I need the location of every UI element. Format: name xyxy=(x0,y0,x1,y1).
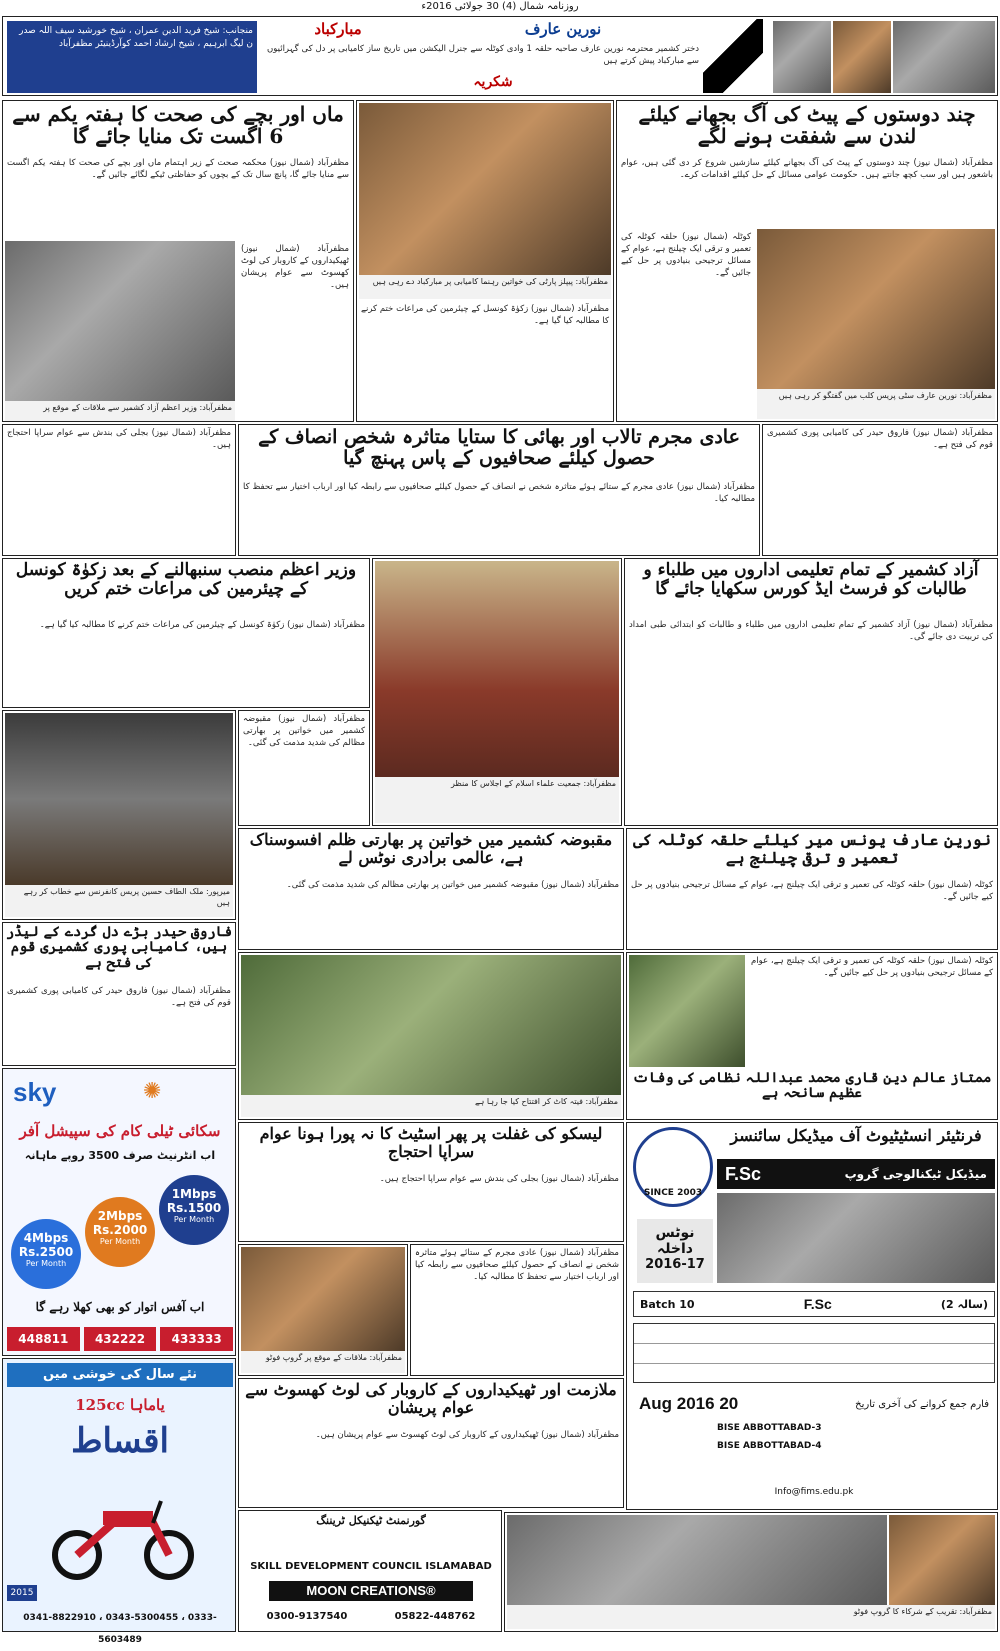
fims-batch: Batch 10 xyxy=(640,1297,695,1311)
black-ribbon xyxy=(703,19,763,93)
sky-logo: sky xyxy=(13,1077,57,1107)
story-2-side: مظفرآباد (شمال نیوز) ٹھیکیداروں کے کاروبار کی لوٹ کھسوٹ سے عوام پریشان ہیں۔ xyxy=(241,244,349,290)
headline-10: ملازمت اور ٹھیکیداروں کے کاروبار کی لوٹ کھسوٹ سے عوام پریشان xyxy=(245,1380,617,1417)
headline-4: آزاد کشمیر کے تمام تعلیمی اداروں میں طلباء و طالبات کو فرسٹ ایڈ کورس سکھایا جائے گا xyxy=(643,560,979,599)
side-story-9 xyxy=(410,1244,624,1376)
plan-period: Per Month xyxy=(173,1215,215,1224)
story-1-side: کوٹلہ (شمال نیوز) حلقہ کوٹلہ کی تعمیر و ترقی ایک چیلنج ہے، عوام کے مسائل ترجیحی بنیادوں پر حل کیے جائیں گے۔ xyxy=(621,232,751,278)
bike-top: نئے سال کی خوشی میں xyxy=(7,1363,233,1387)
bottom-photo-2 xyxy=(889,1515,995,1605)
congrats-name: نورین عارف xyxy=(524,20,602,38)
fims-graduates-photo xyxy=(717,1193,995,1283)
story-2-body: مظفرآباد (شمال نیوز) محکمہ صحت کے زیر اہتمام ماں اور بچے کی صحت کا ہفتہ یکم اگست سے منایا جائے گا، پانچ سال تک کے بچوں کو حفاظتی ٹیکے لگائے جائیں گے۔ xyxy=(7,158,349,180)
plan-price: Rs.1500 xyxy=(166,1201,222,1215)
side-story-9-body: مظفرآباد (شمال نیوز) عادی مجرم کے ستائے ہوئے متاثرہ شخص نے انصاف کے حصول کیلئے صحافیوں سے رابطہ کیا اور ارباب اختیار سے تحفظ کا مطالبہ کیا۔ xyxy=(415,1248,619,1282)
bottom-photo-1 xyxy=(507,1515,887,1605)
headline-9: لیسکو کی غفلت پر پھر اسٹیٹ کا نہ پورا ہونا عوام سراپا احتجاج xyxy=(259,1124,603,1161)
bike-model: یاماہا 125cc xyxy=(75,1396,165,1414)
story-11-photo xyxy=(629,955,745,1067)
fims-website: Info@fims.edu.pk xyxy=(774,1487,854,1497)
fims-admission-ad xyxy=(626,1122,998,1510)
meeting-caption: مظفرآباد: جمعیت علماء اسلام کے اجلاس کا منظر xyxy=(375,777,619,823)
headline-1: چند دوستوں کے پیٹ کی آگ بجھانے کیلئے لندن سے شفقت ہونے لگے xyxy=(638,102,976,148)
press-photo xyxy=(5,713,233,885)
sky-phone-2: 432222 xyxy=(84,1327,157,1351)
story-7 xyxy=(626,828,998,950)
story-11 xyxy=(626,952,998,1120)
story-3-body: مظفرآباد (شمال نیوز) عادی مجرم کے ستائے ہوئے متاثرہ شخص نے انصاف کے حصول کیلئے صحافیوں سے رابطہ کیا اور ارباب اختیار سے تحفظ کا مطالبہ کیا۔ xyxy=(243,482,755,504)
bike-installment-ad xyxy=(2,1358,236,1645)
fims-batch-row xyxy=(633,1291,995,1317)
fims-notice: نوٹس داخلہ xyxy=(655,1225,695,1257)
side-right-row2-body: مظفرآباد (شمال نیوز) فاروق حیدر کی کامیابی پوری کشمیری قوم کی فتح ہے۔ xyxy=(767,428,993,450)
fims-group-bar xyxy=(717,1159,995,1189)
side-right-row2 xyxy=(762,424,998,556)
fims-deadline-row xyxy=(633,1389,995,1419)
story-1 xyxy=(616,100,998,422)
fims-fsc: F.Sc xyxy=(725,1163,762,1184)
center-body: مظفرآباد (شمال نیوز) زکوٰۃ کونسل کے چیئرمین کی مراعات ختم کرنے کا مطالبہ کیا گیا ہے۔ xyxy=(361,304,609,326)
sponsor-box: منجانب: شیخ فرید الدین عمران ، شیخ خورشید سیف اللہ صدر ن لیگ ابرہیم ، شیخ ارشاد احمد کوآرڈینیٹر مظفرآباد xyxy=(7,21,257,93)
ribbon-photo xyxy=(241,955,621,1095)
sky-plan-2mbps xyxy=(85,1197,155,1267)
story-3 xyxy=(238,424,760,556)
fims-bise-1: BISE ABBOTTABAD-3 xyxy=(717,1423,822,1433)
headline-5: وزیر اعظم منصب سنبھالنے کے بعد زکوٰۃ کونسل کے چیئرمین کی مراعات ختم کریں xyxy=(15,560,357,599)
motorbike-icon xyxy=(43,1483,203,1583)
story-7-body: کوٹلہ (شمال نیوز) حلقہ کوٹلہ کی تعمیر و ترقی ایک چیلنج ہے، عوام کے مسائل ترجیحی بنیادوں پر حل کیے جائیں گے۔ xyxy=(631,880,993,902)
fims-fsc-2: F.Sc xyxy=(803,1296,832,1312)
headline-11: ممتاز عالم دین قاری محمد عبداللہ نظامی کی وفات عظیم سانحہ ہے xyxy=(632,1070,992,1102)
sky-telecom-ad xyxy=(2,1068,236,1356)
sky-sub: اب انٹرنیٹ صرف 3500 روپے ماہانہ xyxy=(24,1149,216,1162)
skill-council: SKILL DEVELOPMENT COUNCIL ISLAMABAD xyxy=(250,1561,492,1572)
center-photo-story xyxy=(356,100,614,422)
skill-phone-1: 0300-9137540 xyxy=(266,1611,348,1622)
bike-phones: 0341-8822910 ، 0343-5300455 ، 0333-5603489 xyxy=(23,1613,217,1645)
plan-speed: 2Mbps xyxy=(97,1209,143,1223)
sky-tagline: اب آفس اتوار کو بھی کھلا رہے گا xyxy=(35,1300,205,1314)
press-photo-story xyxy=(2,710,236,920)
congrats-photo-3 xyxy=(773,21,831,93)
side-left-row2 xyxy=(2,424,236,556)
ribbon-photo-story xyxy=(238,952,624,1120)
story-2 xyxy=(2,100,354,422)
fims-logo xyxy=(633,1127,713,1207)
story-9 xyxy=(238,1122,624,1242)
fims-deadline: 20 Aug 2016 xyxy=(639,1394,739,1413)
group-photo-story xyxy=(238,1244,408,1376)
side-left-row2-body: مظفرآباد (شمال نیوز) بجلی کی بندش سے عوام سراپا احتجاج ہیں۔ xyxy=(7,428,231,450)
skill-phone-2: 05822-448762 xyxy=(394,1611,476,1622)
thanks-word: شکریہ xyxy=(473,74,513,90)
story-4 xyxy=(624,558,998,826)
bottom-caption: مظفرآباد: تقریب کے شرکاء کا گروپ فوٹو xyxy=(507,1605,995,1629)
fims-title: فرنٹیئر انسٹیٹیوٹ آف میڈیکل سائنسز xyxy=(730,1126,982,1145)
moon-creations: MOON CREATIONS® xyxy=(269,1581,473,1601)
plan-period: Per Month xyxy=(25,1259,67,1268)
headline-8: فاروق حیدر بڑے دل گردے کے لیڈر ہیں، کامیابی پوری کشمیری قوم کی فتح ہے xyxy=(5,924,233,971)
fims-logo-since: SINCE 2003 xyxy=(643,1188,703,1198)
headline-7: نورین عارف یونس میر کیلئے حلقہ کوٹلہ کی تعمیر و ترقی چیلنج ہے xyxy=(633,830,991,867)
congrats-word: مبارکباد xyxy=(314,20,362,38)
sky-plan-4mbps xyxy=(11,1219,81,1289)
fims-group: میڈیکل ٹیکنالوجی گروپ xyxy=(844,1167,987,1181)
plan-price: Rs.2500 xyxy=(18,1245,74,1259)
center-photo xyxy=(359,103,611,275)
story-4-body: مظفرآباد (شمال نیوز) آزاد کشمیر کے تمام تعلیمی اداروں میں طلباء و طالبات کو ابتدائی طبی امداد کی تربیت دی جائے گی۔ xyxy=(629,620,993,642)
story-9-body: مظفرآباد (شمال نیوز) بجلی کی بندش سے عوام سراپا احتجاج ہیں۔ xyxy=(379,1174,619,1184)
story-5 xyxy=(2,558,370,708)
meeting-photo-story xyxy=(372,558,622,826)
story-2-photo xyxy=(5,241,235,401)
story-1-photo xyxy=(757,229,995,389)
story-10 xyxy=(238,1378,624,1508)
headline-2: ماں اور بچے کی صحت کا ہفتہ یکم سے 6 اگست تک منایا جائے گا xyxy=(12,102,344,148)
story-10-body: مظفرآباد (شمال نیوز) ٹھیکیداروں کے کاروبار کی لوٹ کھسوٹ سے عوام پریشان ہیں۔ xyxy=(315,1430,619,1440)
side-mid-row3-body: مظفرآباد (شمال نیوز) مقبوضہ کشمیر میں خواتین پر بھارتی مظالم کی شدید مذمت کی گئی۔ xyxy=(243,714,365,748)
fims-table xyxy=(633,1323,995,1383)
story-6 xyxy=(238,828,624,950)
meeting-photo xyxy=(375,561,619,777)
congrats-photo-1 xyxy=(893,21,995,93)
bottom-group-story xyxy=(504,1512,998,1632)
sky-phones xyxy=(7,1327,233,1351)
sky-phone-1: 448811 xyxy=(7,1327,80,1351)
side-mid-row3 xyxy=(238,710,370,826)
fims-duration: (2 سالہ) xyxy=(940,1297,988,1311)
story-1-body: مظفرآباد (شمال نیوز) چند دوستوں کے پیٹ کی آگ بجھانے کیلئے سازشیں شروع کر دی گئی ہیں، عوام باشعور ہیں اور سب کچھ جانتے ہیں۔ حکومت عوامی مسائل کے حل کیلئے اقدامات کرے۔ xyxy=(621,158,993,180)
group-caption: مظفرآباد: ملاقات کے موقع پر گروپ فوٹو xyxy=(241,1351,405,1373)
fims-notice-box xyxy=(637,1219,713,1283)
sky-phone-3: 433333 xyxy=(160,1327,233,1351)
story-6-body: مظفرآباد (شمال نیوز) مقبوضہ کشمیر میں خواتین پر بھارتی مظالم کی شدید مذمت کی گئی۔ xyxy=(286,880,619,890)
story-5-body: مظفرآباد (شمال نیوز) زکوٰۃ کونسل کے چیئرمین کی مراعات ختم کرنے کا مطالبہ کیا گیا ہے۔ xyxy=(39,620,365,630)
story-1-caption: مظفرآباد: نورین عارف سٹی پریس کلب میں گفتگو کر رہی ہیں xyxy=(757,389,995,419)
fims-bise-2: BISE ABBOTTABAD-4 xyxy=(717,1441,822,1451)
plan-period: Per Month xyxy=(99,1237,141,1246)
sky-dots-icon: ✺ xyxy=(143,1079,162,1104)
story-8-body: مظفرآباد (شمال نیوز) فاروق حیدر کی کامیابی پوری کشمیری قوم کی فتح ہے۔ xyxy=(7,986,231,1008)
fims-deadline-label: فارم جمع کروانے کی آخری تاریخ xyxy=(855,1398,989,1410)
ribbon-caption: مظفرآباد: فیتہ کاٹ کر افتتاح کیا جا رہا ہے xyxy=(241,1095,621,1117)
skill-council-ad xyxy=(238,1510,502,1632)
story-2-caption: مظفرآباد: وزیر اعظم آزاد کشمیر سے ملاقات کے موقع پر xyxy=(5,401,235,421)
headline-6: مقبوضہ کشمیر میں خواتین پر بھارتی ظلم افسوسناک ہے، عالمی برادری نوٹس لے xyxy=(249,830,613,867)
sky-plan-1mbps xyxy=(159,1175,229,1245)
congrats-text: دختر کشمیر محترمہ نورین عارف صاحبہ حلقہ 1 وادی کوٹلہ سے جنرل الیکشن میں تاریخ ساز کامیابی پر دل کی گہرائیوں سے مبارکباد پیش کرتے ہیں xyxy=(267,44,699,66)
bike-installments: اقساط xyxy=(71,1421,169,1461)
center-caption: مظفرآباد: پیپلز پارٹی کی خواتین رہنما کامیابی پر مبارکباد دے رہی ہیں xyxy=(359,275,611,299)
plan-speed: 1Mbps xyxy=(171,1187,217,1201)
sky-offer: سکائی ٹیلی کام کی سپیشل آفر xyxy=(19,1122,221,1140)
press-caption: میرپور: ملک الطاف حسین پریس کانفرنس سے خطاب کر رہے ہیں xyxy=(5,885,233,917)
congrats-photo-2 xyxy=(833,21,891,93)
group-photo xyxy=(241,1247,405,1351)
bike-year-badge: 2015 xyxy=(7,1585,37,1601)
skill-notice: گورنمنٹ ٹیکنیکل ٹریننگ xyxy=(316,1514,426,1527)
headline-3: عادی مجرم تالاب اور بھائی کا ستایا متاثرہ شخص انصاف کے حصول کیلئے صحافیوں کے پاس پہنچ گیا xyxy=(258,426,740,469)
plan-speed: 4Mbps xyxy=(23,1231,69,1245)
story-8 xyxy=(2,922,236,1066)
plan-price: Rs.2000 xyxy=(92,1223,148,1237)
top-congrats-banner xyxy=(2,16,998,96)
fims-session: 2016-17 xyxy=(645,1257,705,1272)
newspaper-date-line: روزنامہ شمال (4) 30 جولائی 2016ء xyxy=(421,1,579,12)
story-11-body: کوٹلہ (شمال نیوز) حلقہ کوٹلہ کی تعمیر و ترقی ایک چیلنج ہے، عوام کے مسائل ترجیحی بنیادوں پر حل کیے جائیں گے۔ xyxy=(751,956,993,978)
